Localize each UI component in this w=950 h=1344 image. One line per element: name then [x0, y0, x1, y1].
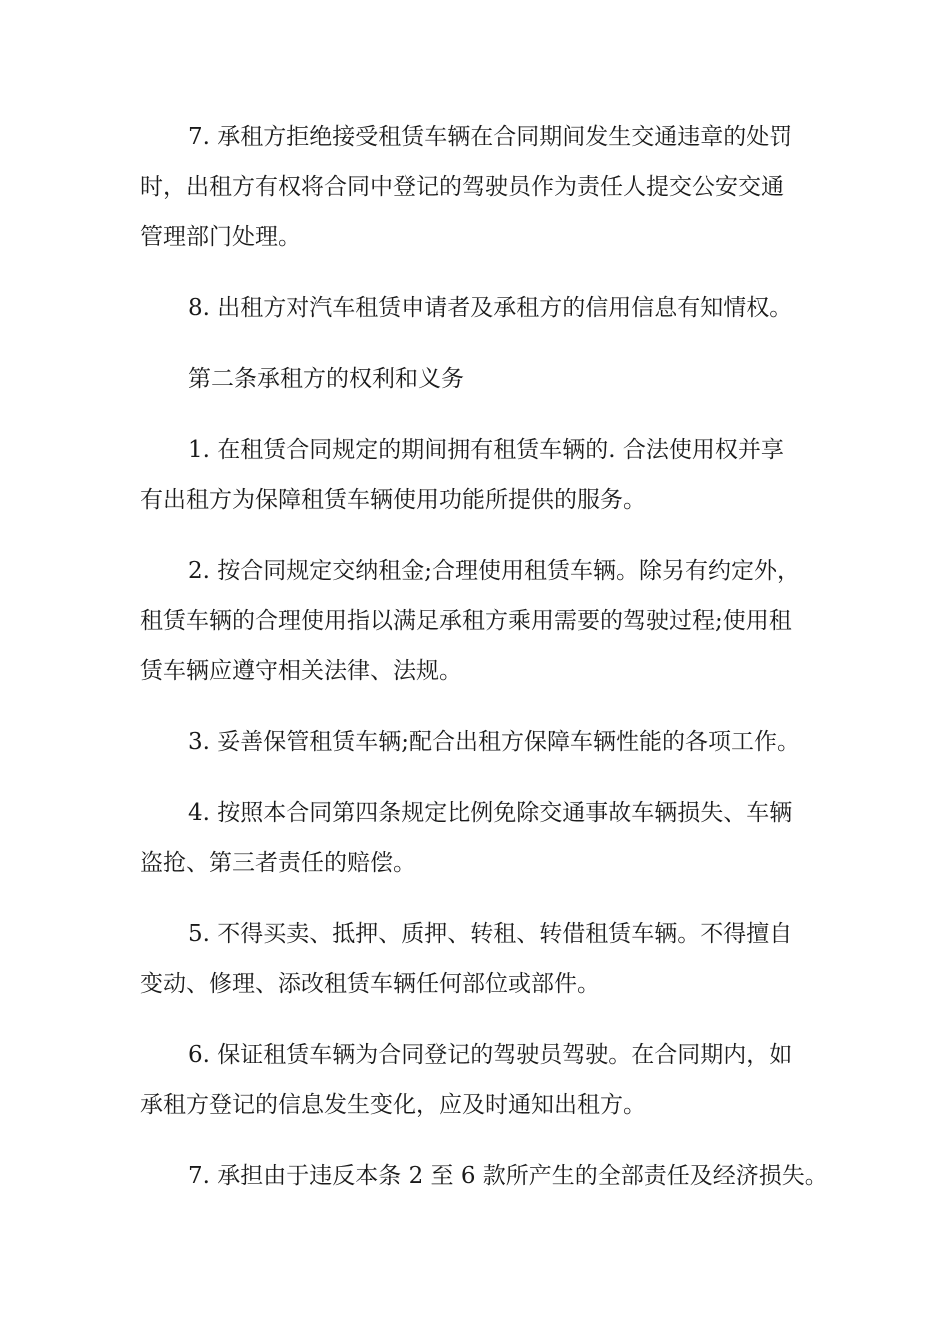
- paragraph-1: [140, 112, 824, 262]
- paragraph-2: [140, 283, 824, 333]
- paragraph-5: [140, 717, 824, 767]
- paragraph-line: 7. 承担由于违反本条 2 至 6 款所产生的全部责任及经济损失。: [188, 1163, 828, 1189]
- paragraph-line: 有出租方为保障租赁车辆使用功能所提供的服务。: [140, 487, 646, 513]
- paragraph-line: 6. 保证租赁车辆为合同登记的驾驶员驾驶。在合同期内，如: [188, 1042, 793, 1068]
- paragraph-line: 8. 出租方对汽车租赁申请者及承租方的信用信息有知情权。: [188, 295, 793, 321]
- document-body: [140, 112, 828, 1222]
- paragraph-line: 3. 妥善保管租赁车辆;配合出租方保障车辆性能的各项工作。: [188, 729, 801, 755]
- section-heading-text: 第二条承租方的权利和义务: [188, 366, 464, 392]
- paragraph-line: 租赁车辆的合理使用指以满足承租方乘用需要的驾驶过程;使用租: [140, 608, 792, 634]
- paragraph-line: 2. 按合同规定交纳租金;合理使用租赁车辆。除另有约定外，: [188, 558, 801, 584]
- section-heading: [140, 354, 824, 404]
- paragraph-line: 5. 不得买卖、抵押、质押、转租、转借租赁车辆。不得擅自: [188, 921, 793, 947]
- paragraph-line: 4. 按照本合同第四条规定比例免除交通事故车辆损失、车辆: [188, 800, 793, 826]
- paragraph-line: 管理部门处理。: [140, 224, 301, 250]
- paragraph-9: [140, 1151, 828, 1201]
- paragraph-line: 7. 承租方拒绝接受租赁车辆在合同期间发生交通违章的处罚: [188, 124, 793, 150]
- paragraph-4: [140, 546, 824, 696]
- paragraph-line: 盗抢、第三者责任的赔偿。: [140, 850, 416, 876]
- paragraph-line: 变动、修理、添改租赁车辆任何部位或部件。: [140, 971, 600, 997]
- paragraph-line: 1. 在租赁合同规定的期间拥有租赁车辆的. 合法使用权并享: [188, 437, 784, 463]
- paragraph-7: [140, 909, 824, 1009]
- paragraph-line: 时，出租方有权将合同中登记的驾驶员作为责任人提交公安交通: [140, 174, 784, 200]
- paragraph-3: [140, 425, 824, 525]
- paragraph-8: [140, 1030, 824, 1130]
- paragraph-6: [140, 788, 824, 888]
- paragraph-line: 承租方登记的信息发生变化，应及时通知出租方。: [140, 1092, 646, 1118]
- paragraph-line: 赁车辆应遵守相关法律、法规。: [140, 658, 462, 684]
